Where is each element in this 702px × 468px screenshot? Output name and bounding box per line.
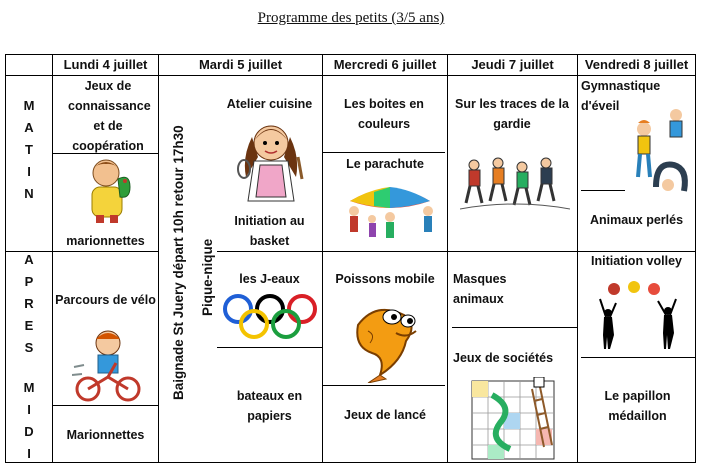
friday-morning-bottom: Animaux perlés: [589, 213, 684, 227]
gym-kids-icon: [626, 105, 692, 197]
thursday-afternoon-activity: Masques animaux: [453, 272, 507, 306]
hikers-icon: [460, 155, 570, 215]
monday-afternoon-bottom: Marionnettes: [66, 428, 145, 442]
tuesday-morning-activity: Atelier cuisine: [226, 97, 313, 111]
olympic-rings-icon: [220, 293, 320, 341]
parachute-game-icon: [344, 175, 436, 243]
wednesday-afternoon-activity: Poissons mobile: [335, 272, 435, 286]
friday-morning-activity: Gymnastique d'éveil: [581, 79, 661, 113]
wednesday-morning-activity: Les boites en couleurs: [344, 97, 424, 131]
page-title: Programme des petits (3/5 ans): [257, 10, 445, 26]
volley-players-icon: [594, 279, 688, 349]
tuesday-picnic-text: Pique-nique: [200, 238, 215, 316]
apres-midi-label: A P R E S M I D I: [23, 252, 35, 461]
tuesday-trip-text: Baignade St Juery départ 10h retour 17h30: [171, 125, 186, 400]
cook-girl-icon: [232, 117, 310, 203]
tuesday-afternoon-activity: les J-eaux: [239, 272, 300, 286]
header-wednesday: Mercredi 6 juillet: [333, 57, 437, 72]
snakes-ladders-icon: [470, 377, 556, 461]
thursday-morning-activity: Sur les traces de la gardie: [455, 97, 569, 131]
header-tuesday: Mardi 5 juillet: [198, 57, 283, 72]
monday-morning-bottom: marionnettes: [66, 234, 145, 248]
bike-kid-icon: [72, 329, 148, 403]
puppet-child-icon: [78, 155, 138, 225]
fish-icon: [346, 295, 426, 383]
header-friday: Vendredi 8 juillet: [584, 57, 689, 72]
schedule-table: [5, 54, 696, 463]
monday-afternoon-activity: Parcours de vélo: [55, 293, 156, 307]
wednesday-morning-second: Le parachute: [346, 157, 424, 171]
monday-morning-activity: Jeux de connaissance et de coopération: [68, 79, 151, 153]
tuesday-afternoon-bottom: bateaux en papiers: [236, 389, 303, 423]
friday-afternoon-activity: Initiation volley: [591, 254, 682, 268]
wednesday-afternoon-bottom: Jeux de lancé: [344, 408, 426, 422]
header-monday: Lundi 4 juillet: [63, 57, 148, 72]
matin-label: M A T I N: [23, 98, 35, 201]
header-thursday: Jeudi 7 juillet: [471, 57, 554, 72]
friday-afternoon-bottom: Le papillon médaillon: [604, 389, 671, 423]
thursday-afternoon-second: Jeux de sociétés: [453, 351, 554, 365]
tuesday-morning-bottom: Initiation au basket: [234, 214, 305, 248]
